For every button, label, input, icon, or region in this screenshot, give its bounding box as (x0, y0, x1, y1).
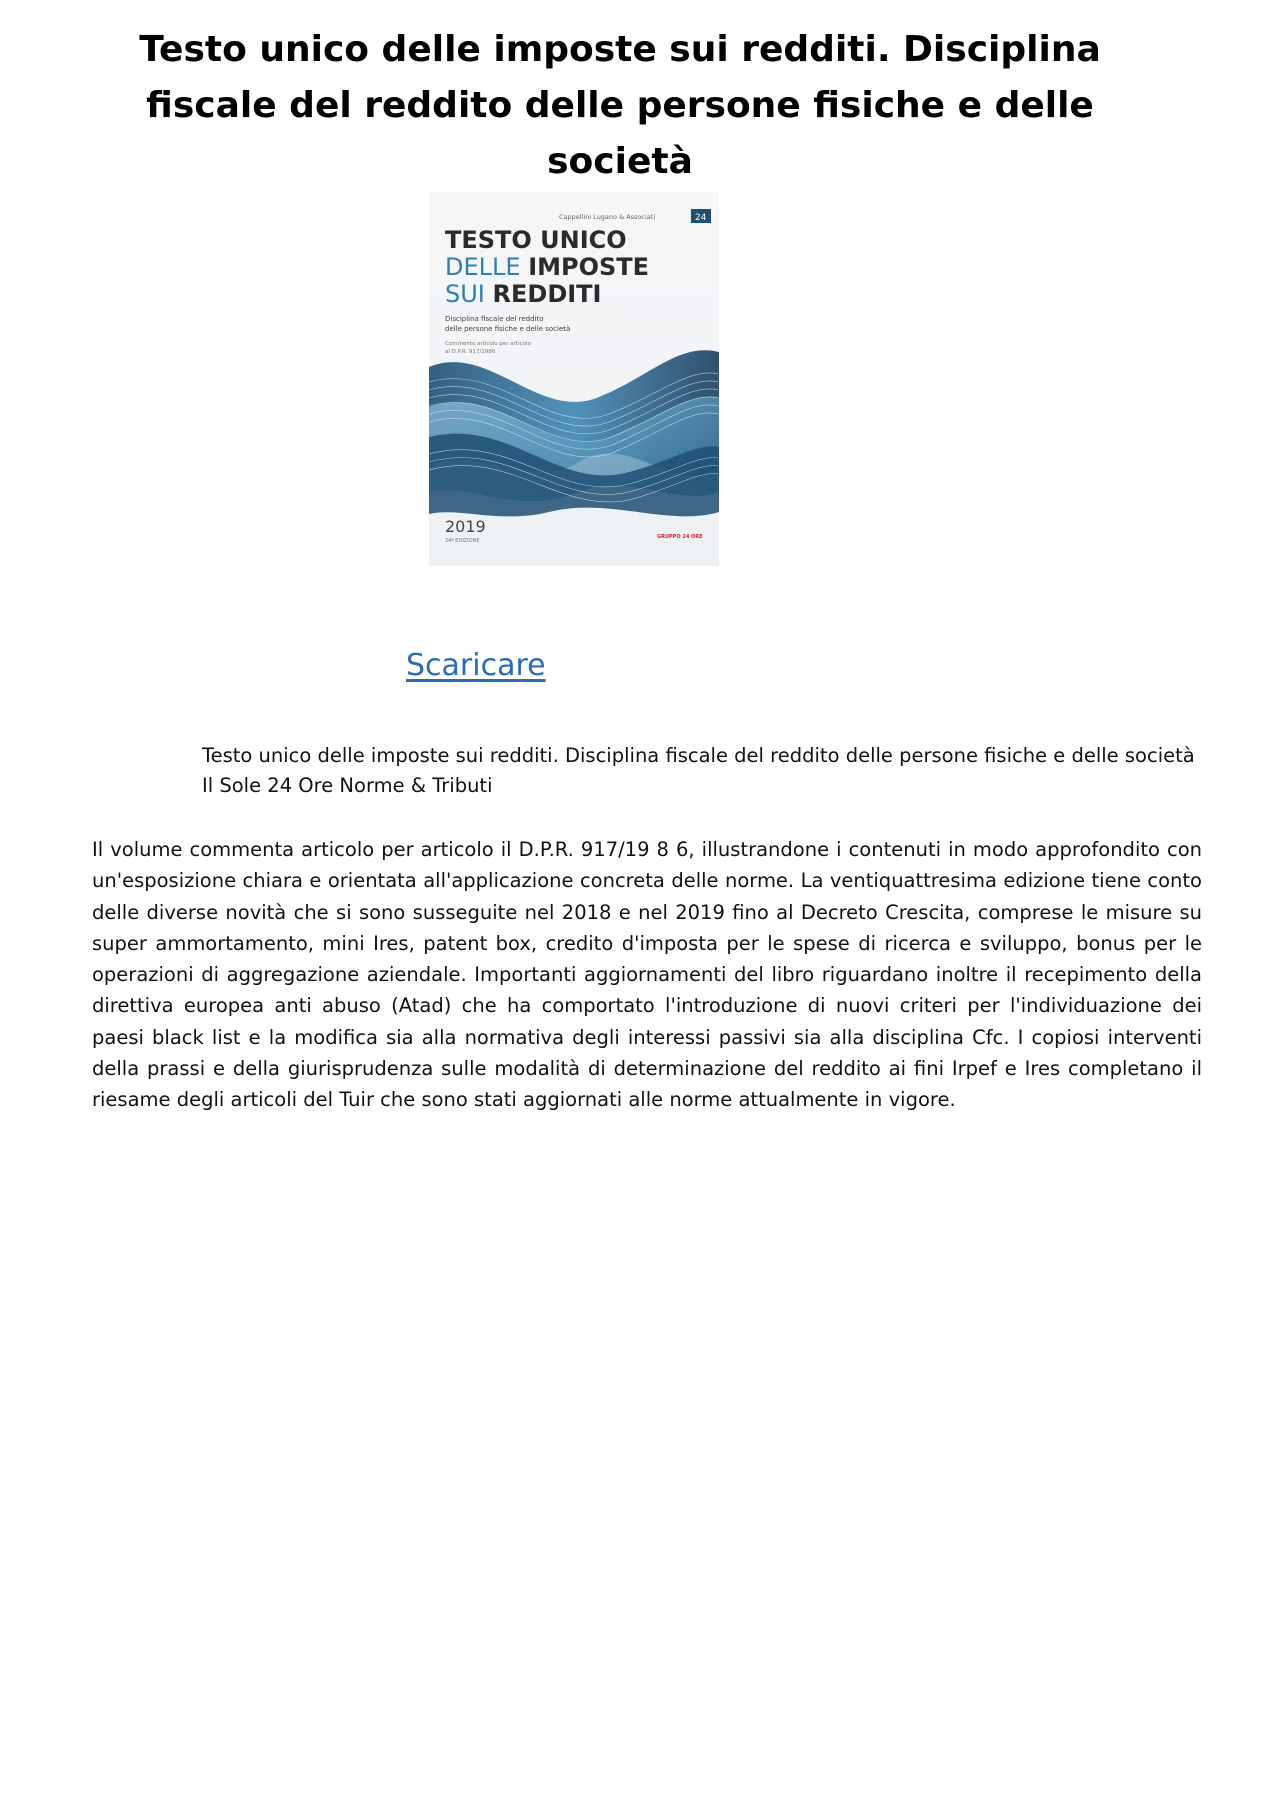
cover-title-line2: DELLE IMPOSTE (445, 253, 650, 281)
cover-year: 2019 (445, 517, 486, 536)
cover-subtitle-2: delle persone fisiche e delle società (445, 325, 571, 333)
cover-authors: Cappellini Lugano & Associati (559, 213, 656, 221)
cover-title-line1: TESTO UNICO (445, 226, 627, 254)
book-meta (202, 741, 1202, 801)
download-link[interactable]: Scaricare (406, 648, 546, 683)
cover-subtitle-1: Disciplina fiscale del reddito (445, 315, 544, 323)
book-publisher: Il Sole 24 Ore Norme & Tributi (202, 774, 493, 797)
cover-note-2: al D.P.R. 917/1986 (445, 349, 496, 355)
cover-badge-text: 24 (695, 213, 707, 223)
book-cover-image (429, 192, 719, 566)
cover-publisher-logo: GRUPPO 24 ORE (657, 534, 703, 540)
cover-title-line3: SUI REDDITI (445, 280, 602, 308)
document-title: Testo unico delle imposte sui redditi. Disciplina fiscale del reddito delle persone fisiche e delle società (139, 29, 1101, 182)
book-description: Il volume commenta articolo per articolo il D.P.R. 917/19 8 6, illustrandone i contenuti in modo approfondito con un'esposizione chiara e orientata all'applicazione concreta delle norme. La ventiquattresima edizione tiene conto delle diverse novità che si sono susseguite nel 2018 e nel 2019 fino al Decreto Crescita, comprese le misure su super ammortamento, mini Ires, patent box, credito d'imposta per le spese di ricerca e sviluppo, bonus per le operazioni di aggregazione aziendale. Importanti aggiornamenti del libro riguardano inoltre il recepimento della direttiva europea anti abuso (Atad) che ha comportato l'introduzione di nuovi criteri per l'individuazione dei paesi black list e la modifica sia alla normativa degli interessi passivi sia alla disciplina Cfc. I copiosi interventi della prassi e della giurisprudenza sulle modalità di determinazione del reddito ai fini Irpef e Ires completano il riesame degli articoli del Tuir che sono stati aggiornati alle norme attualmente in vigore. (92, 838, 1202, 1112)
cover-note-1: Commento articolo per articolo (445, 341, 531, 347)
cover-edition: 24ª EDIZIONE (445, 538, 480, 544)
book-meta-title: Testo unico delle imposte sui redditi. Disciplina fiscale del reddito delle persone fisiche e delle società (202, 744, 1195, 767)
